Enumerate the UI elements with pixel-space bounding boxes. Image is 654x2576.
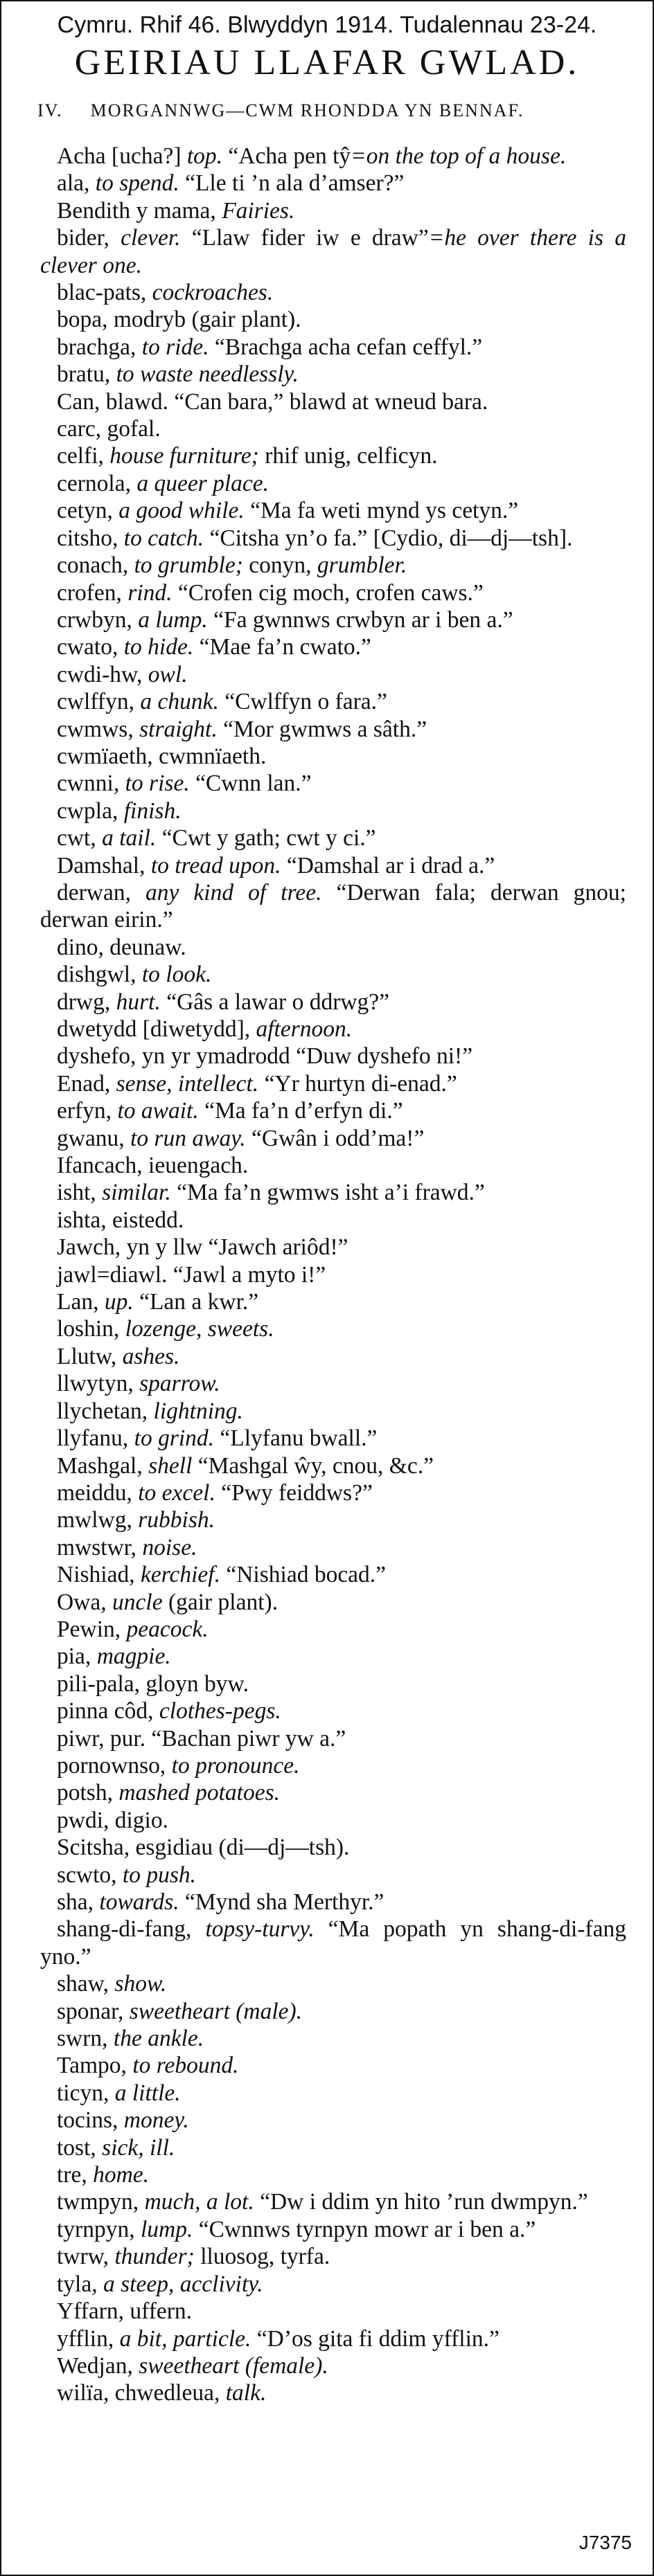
english-gloss: noise.	[142, 1534, 197, 1560]
glossary-entry	[40, 1261, 626, 1288]
glossary-entry	[40, 1862, 626, 1889]
welsh-text: cernola,	[57, 470, 137, 496]
english-gloss: to push.	[122, 1862, 197, 1888]
welsh-text: Yffarn, uffern.	[57, 2298, 193, 2325]
welsh-text: pinna côd,	[57, 1698, 159, 1724]
welsh-text: Lan,	[57, 1289, 105, 1315]
section-title: MORGANNWG—CWM RHONDDA YN BENNAF.	[90, 100, 524, 120]
glossary-entry	[40, 143, 626, 170]
glossary-entry	[40, 1479, 626, 1506]
glossary-entry	[40, 1370, 626, 1397]
english-gloss: to pronounce.	[171, 1752, 300, 1778]
welsh-text: “Mynd sha Merthyr.”	[179, 1889, 385, 1915]
glossary-entry	[40, 1343, 626, 1370]
glossary-entry	[40, 552, 626, 579]
glossary-entry	[40, 334, 626, 361]
glossary-entry	[40, 415, 626, 442]
welsh-text: Can, blawd. “Can bara,” blawd at wneud bara.	[57, 388, 488, 415]
welsh-text: Ifancach, ieuengach.	[57, 1153, 249, 1179]
welsh-text: potsh,	[57, 1780, 119, 1806]
glossary-entry	[40, 1534, 626, 1561]
glossary-entry	[40, 1097, 626, 1124]
glossary-entry	[40, 1834, 626, 1861]
glossary-entry	[40, 525, 626, 552]
welsh-text: Owa,	[57, 1589, 113, 1615]
welsh-text: tre,	[57, 2162, 94, 2188]
welsh-text: shang-di-fang,	[57, 1916, 206, 1943]
glossary-entry	[40, 1315, 626, 1342]
english-gloss: sense, intellect.	[116, 1070, 259, 1097]
welsh-text: “Damshal ar i drad a.”	[281, 852, 495, 879]
glossary-entry	[40, 2298, 626, 2325]
welsh-text: pornownso,	[57, 1752, 172, 1778]
english-gloss: a chunk.	[140, 689, 219, 715]
english-gloss: sick, ill.	[102, 2134, 175, 2161]
glossary-entry	[40, 1779, 626, 1806]
english-gloss: to waste needlessly.	[116, 361, 299, 388]
glossary-entry	[40, 1016, 626, 1043]
glossary-entry	[40, 1725, 626, 1752]
welsh-text: ishta, eistedd.	[57, 1207, 184, 1233]
glossary-entry	[40, 633, 626, 660]
welsh-text: twrw,	[57, 2244, 115, 2270]
glossary-entry	[40, 1207, 626, 1234]
glossary-entry	[40, 1752, 626, 1779]
english-gloss: clothes-pegs.	[159, 1698, 281, 1724]
glossary-entry	[40, 743, 626, 770]
english-gloss: towards.	[99, 1889, 179, 1915]
glossary-entry	[40, 1425, 626, 1452]
english-gloss: to run away.	[130, 1125, 246, 1151]
english-gloss: lump.	[140, 2216, 193, 2242]
glossary-entry	[40, 661, 626, 688]
glossary-entry	[40, 2188, 626, 2215]
welsh-text: “Fa gwnnws crwbyn ar i ben a.”	[207, 606, 513, 633]
english-gloss: money.	[123, 2107, 189, 2134]
glossary-entry	[40, 934, 626, 961]
english-gloss: rubbish.	[138, 1507, 215, 1533]
english-gloss: shell	[148, 1452, 193, 1479]
glossary-entry	[40, 2243, 626, 2270]
welsh-text: “Mor gwmws a sâth.”	[217, 716, 427, 742]
welsh-text: Nishiad,	[57, 1562, 141, 1588]
english-gloss: a bit, particle.	[119, 2325, 251, 2352]
glossary-entry	[40, 388, 626, 415]
welsh-text: derwan,	[57, 879, 146, 906]
welsh-text: carc, gofal.	[57, 416, 161, 442]
welsh-text: (gair plant).	[162, 1589, 279, 1615]
welsh-text: Acha [ucha?]	[57, 143, 187, 169]
glossary-entry	[40, 470, 626, 497]
welsh-text: tyrnpyn,	[57, 2216, 141, 2242]
welsh-text: ticyn,	[57, 2080, 115, 2106]
welsh-text: piwr, pur. “Bachan piwr yw a.”	[57, 1725, 346, 1751]
glossary-entry	[40, 170, 626, 197]
glossary-entry	[40, 1398, 626, 1425]
glossary-entry	[40, 197, 626, 224]
welsh-text: bider,	[57, 225, 121, 251]
welsh-text: “Brachga acha cefan ceffyl.”	[209, 334, 483, 360]
english-gloss: lightning.	[153, 1398, 243, 1424]
welsh-text: tyla,	[57, 2271, 103, 2297]
welsh-text: sponar,	[57, 1998, 130, 2024]
glossary-entry	[40, 1970, 626, 1997]
english-gloss: to grumble;	[134, 552, 243, 579]
glossary-entry	[40, 2052, 626, 2079]
welsh-text: Tampo,	[57, 2053, 133, 2079]
english-gloss: a queer place.	[136, 470, 269, 496]
welsh-text: ala,	[57, 170, 96, 197]
glossary-entry	[40, 1152, 626, 1179]
welsh-text: isht,	[57, 1180, 103, 1206]
welsh-text: “Nishiad bocad.”	[220, 1562, 387, 1588]
welsh-text: blac-pats,	[57, 280, 152, 306]
english-gloss: talk.	[225, 2380, 267, 2406]
welsh-text: mwlwg,	[57, 1507, 139, 1533]
english-gloss: to catch.	[123, 525, 204, 551]
english-gloss: to excel.	[138, 1479, 215, 1506]
glossary-entries	[40, 143, 626, 2407]
english-gloss: to await.	[117, 1098, 199, 1124]
welsh-text: dyshefo, yn yr ymadrodd “Duw dyshefo ni!”	[57, 1043, 473, 1070]
welsh-text: yfflin,	[57, 2325, 120, 2352]
welsh-text: Scitsha, esgidiau (di—dj—tsh).	[57, 1835, 350, 1861]
glossary-entry	[40, 2379, 626, 2406]
welsh-text: wilïa, chwedleua,	[57, 2380, 226, 2406]
glossary-entry	[40, 2080, 626, 2107]
english-gloss: clever.	[121, 225, 181, 251]
english-gloss: rind.	[127, 579, 173, 606]
welsh-text: “Cwlffyn o fara.”	[218, 689, 387, 715]
glossary-entry	[40, 1125, 626, 1152]
glossary-entry	[40, 1561, 626, 1588]
welsh-text: Pewin,	[57, 1616, 127, 1642]
glossary-entry	[40, 1070, 626, 1097]
english-gloss: peacock.	[126, 1616, 209, 1642]
english-gloss: grumbler.	[317, 552, 407, 579]
english-gloss: thunder;	[114, 2244, 195, 2270]
glossary-entry	[40, 2352, 626, 2379]
welsh-text: erfyn,	[57, 1098, 118, 1124]
welsh-text: “Lle ti ’n ala d’amser?”	[179, 170, 405, 197]
glossary-entry	[40, 879, 626, 934]
welsh-text: “Llaw fider iw e draw”	[180, 225, 429, 251]
english-gloss: to hide.	[123, 634, 194, 660]
glossary-entry	[40, 2134, 626, 2161]
glossary-entry	[40, 1916, 626, 1970]
glossary-entry	[40, 224, 626, 279]
glossary-entry	[40, 989, 626, 1016]
welsh-text: “Citsha yn’o fa.” [Cydio, di—dj—tsh].	[204, 525, 573, 551]
glossary-entry	[40, 361, 626, 388]
welsh-text: scwto,	[57, 1862, 123, 1888]
english-gloss: a steep, acclivity.	[103, 2271, 263, 2297]
welsh-text: pwdi, digio.	[57, 1807, 168, 1833]
welsh-text: lluosog, tyrfa.	[194, 2244, 330, 2270]
welsh-text: cwato,	[57, 634, 124, 660]
welsh-text: celfi,	[57, 443, 110, 469]
glossary-entry	[40, 279, 626, 306]
english-gloss: much, a lot.	[144, 2189, 254, 2215]
welsh-text: cwmïaeth, cwmnïaeth.	[57, 743, 267, 769]
english-gloss: straight.	[139, 716, 218, 742]
glossary-entry	[40, 2325, 626, 2352]
english-gloss: any kind of tree.	[145, 879, 322, 906]
english-gloss: a tail.	[102, 825, 157, 852]
glossary-entry	[40, 770, 626, 797]
welsh-text: Damshal,	[57, 852, 151, 879]
welsh-text: gwanu,	[57, 1125, 131, 1151]
glossary-entry	[40, 606, 626, 633]
english-gloss: similar.	[102, 1180, 171, 1206]
english-gloss: topsy-turvy.	[205, 1916, 315, 1943]
welsh-text: mwstwr,	[57, 1534, 143, 1560]
glossary-entry	[40, 2271, 626, 2298]
glossary-entry	[40, 2216, 626, 2243]
welsh-text: cwnni,	[57, 771, 125, 797]
welsh-text: conach,	[57, 552, 134, 579]
welsh-text: Wedjan,	[57, 2352, 139, 2379]
english-gloss: kerchief.	[140, 1562, 220, 1588]
glossary-entry	[40, 825, 626, 852]
welsh-text: llychetan,	[57, 1398, 154, 1424]
welsh-text: “Mae fa’n cwato.”	[193, 634, 371, 660]
english-gloss: finish.	[123, 798, 182, 824]
welsh-text: “Acha pen tŷ	[222, 143, 351, 169]
welsh-text: dino, deunaw.	[57, 934, 186, 960]
welsh-text: cwlffyn,	[57, 689, 141, 715]
welsh-text: pia,	[57, 1643, 97, 1670]
section-heading	[37, 98, 633, 123]
glossary-entry	[40, 1697, 626, 1724]
glossary-entry	[40, 1616, 626, 1643]
glossary-entry	[40, 1998, 626, 2025]
welsh-text: drwg,	[57, 989, 116, 1015]
welsh-text: cwpla,	[57, 798, 124, 824]
english-gloss: to tread upon.	[150, 852, 281, 879]
welsh-text: llyfanu,	[57, 1425, 134, 1452]
glossary-entry	[40, 1179, 626, 1206]
welsh-text: “Lan a kwr.”	[133, 1289, 259, 1315]
welsh-text: “Derwan fala; derwan gnou; derwan eirin.”	[40, 879, 626, 933]
english-gloss: =on the top of a house.	[351, 143, 567, 169]
welsh-text: “Ma fa’n d’erfyn di.”	[198, 1098, 403, 1124]
welsh-text: loshin,	[57, 1316, 125, 1342]
section-number: IV.	[37, 100, 63, 120]
english-gloss: cockroaches.	[152, 280, 274, 306]
welsh-text: meiddu,	[57, 1479, 139, 1506]
welsh-text: Bendith y mama,	[57, 197, 222, 224]
english-gloss: uncle	[112, 1589, 163, 1615]
welsh-text: “Cwt y gath; cwt y ci.”	[156, 825, 376, 852]
welsh-text: “Dw i ddim yn hito ’run dwmpyn.”	[254, 2189, 588, 2215]
welsh-text: “Gâs a lawar o ddrwg?”	[160, 989, 390, 1015]
welsh-text: crwbyn,	[57, 606, 139, 633]
welsh-text: bopa, modryb (gair plant).	[57, 307, 301, 333]
glossary-entry	[40, 1589, 626, 1616]
glossary-entry	[40, 961, 626, 988]
source-caption: Cymru. Rhif 46. Blwyddyn 1914. Tudalennau 23-24.	[57, 12, 597, 38]
glossary-entry	[40, 2107, 626, 2134]
welsh-text: “Cwnn lan.”	[189, 771, 312, 797]
welsh-text: sha,	[57, 1889, 100, 1915]
welsh-text: “Yr hurtyn di-enad.”	[258, 1070, 457, 1097]
english-gloss: =he over there is a clever one.	[40, 225, 626, 278]
welsh-text: dishgwl,	[57, 962, 142, 988]
glossary-entry	[40, 1670, 626, 1697]
welsh-text: citsho,	[57, 525, 124, 551]
english-gloss: hurt.	[116, 989, 161, 1015]
welsh-text: Jawch, yn y llw “Jawch ariôd!”	[57, 1234, 348, 1261]
english-gloss: sweetheart (female).	[139, 2352, 328, 2379]
page-title: GEIRIAU LLAFAR GWLAD.	[74, 43, 580, 82]
english-gloss: a little.	[114, 2080, 181, 2106]
welsh-text: tost,	[57, 2134, 103, 2161]
welsh-text: dwetydd [diwetydd],	[57, 1016, 256, 1042]
welsh-text: rhif unig, celficyn.	[258, 443, 438, 469]
glossary-entry	[40, 2161, 626, 2188]
glossary-entry	[40, 1452, 626, 1479]
welsh-text: swrn,	[57, 2026, 114, 2052]
glossary-entry	[40, 2025, 626, 2052]
english-gloss: to grind.	[134, 1425, 215, 1452]
english-gloss: Fairies.	[222, 197, 295, 224]
english-gloss: lozenge, sweets.	[125, 1316, 274, 1342]
welsh-text: cwt,	[57, 825, 103, 852]
english-gloss: house furniture;	[109, 443, 259, 469]
glossary-entry	[40, 852, 626, 879]
glossary-entry	[40, 442, 626, 469]
welsh-text: pili-pala, gloyn byw.	[57, 1670, 249, 1697]
welsh-text: “Pwy feiddws?”	[215, 1479, 373, 1506]
english-gloss: to spend.	[95, 170, 179, 197]
welsh-text: crofen,	[57, 579, 128, 606]
welsh-text: cetyn,	[57, 498, 119, 524]
welsh-text: “Mashgal ŵy, cnou, &c.”	[192, 1452, 434, 1479]
english-gloss: to rebound.	[132, 2053, 239, 2079]
welsh-text: “Cwnnws tyrnpyn mowr ar i ben a.”	[193, 2216, 536, 2242]
english-gloss: a good while.	[118, 498, 245, 524]
english-gloss: afternoon.	[256, 1016, 353, 1042]
english-gloss: to ride.	[141, 334, 209, 360]
welsh-text: “D’os gita fi ddim yfflin.”	[251, 2325, 500, 2352]
welsh-text: brachga,	[57, 334, 142, 360]
welsh-text: shaw,	[57, 1971, 115, 1997]
glossary-entry	[40, 688, 626, 715]
welsh-text: twmpyn,	[57, 2189, 145, 2215]
glossary-entry	[40, 1288, 626, 1315]
welsh-text: cwdi-hw,	[57, 661, 148, 687]
welsh-text: “Gwân i odd’ma!”	[245, 1125, 425, 1151]
glossary-entry	[40, 1043, 626, 1070]
english-gloss: up.	[104, 1289, 134, 1315]
welsh-text: llwytyn,	[57, 1371, 140, 1397]
welsh-text: bratu,	[57, 361, 116, 388]
english-gloss: to look.	[141, 962, 212, 988]
welsh-text: “Ma popath yn shang-di-fang yno.”	[40, 1916, 626, 1970]
welsh-text: jawl=diawl. “Jawl a myto i!”	[57, 1261, 326, 1288]
reference-code: J7375	[578, 2532, 632, 2553]
english-gloss: owl.	[148, 661, 188, 687]
glossary-entry	[40, 798, 626, 825]
english-gloss: show.	[114, 1971, 167, 1997]
glossary-entry	[40, 306, 626, 333]
welsh-text: “Crofen cig moch, crofen caws.”	[172, 579, 484, 606]
welsh-text: Mashgal,	[57, 1452, 149, 1479]
glossary-entry	[40, 1506, 626, 1533]
glossary-entry	[40, 1234, 626, 1261]
welsh-text: “Ma fa’n gwmws isht a’i frawd.”	[170, 1180, 485, 1206]
english-gloss: a lump.	[138, 606, 208, 633]
welsh-text: “Llyfanu bwall.”	[214, 1425, 378, 1452]
glossary-entry	[40, 1807, 626, 1834]
english-gloss: sparrow.	[139, 1371, 220, 1397]
welsh-text: conyn,	[242, 552, 317, 579]
welsh-text: cwmws,	[57, 716, 140, 742]
welsh-text: Llutw,	[57, 1343, 123, 1369]
welsh-text: tocins,	[57, 2107, 124, 2134]
glossary-entry	[40, 716, 626, 743]
english-gloss: the ankle.	[113, 2026, 204, 2052]
welsh-text: Enad,	[57, 1070, 116, 1097]
glossary-entry	[40, 497, 626, 524]
english-gloss: ashes.	[122, 1343, 180, 1369]
glossary-entry	[40, 579, 626, 606]
welsh-text: “Ma fa weti mynd ys cetyn.”	[244, 498, 519, 524]
glossary-entry	[40, 1643, 626, 1670]
english-gloss: to rise.	[125, 771, 190, 797]
english-gloss: sweetheart (male).	[129, 1998, 303, 2024]
english-gloss: top.	[186, 143, 223, 169]
english-gloss: magpie.	[96, 1643, 171, 1670]
english-gloss: mashed potatoes.	[118, 1780, 280, 1806]
glossary-entry	[40, 1889, 626, 1916]
english-gloss: home.	[93, 2162, 150, 2188]
